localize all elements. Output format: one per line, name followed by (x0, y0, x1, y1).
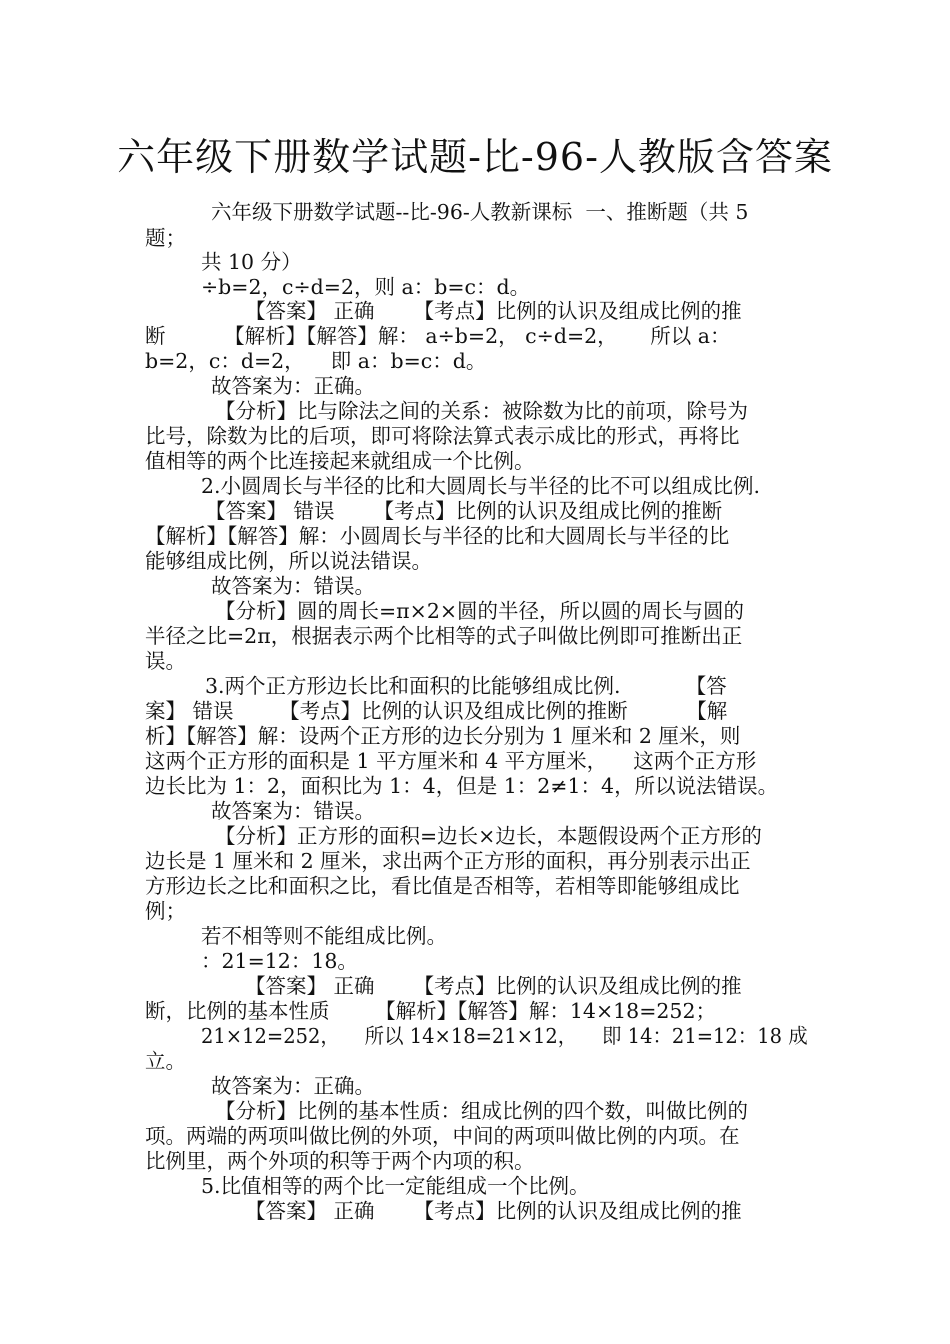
text-line: 【分析】比与除法之间的关系：被除数为比的前项，除号为 (215, 399, 748, 423)
text-line: 项。两端的两项叫做比例的外项，中间的两项叫做比例的内项。在 (145, 1124, 740, 1148)
text-line: 【解析】【解答】解：小圆周长与半径的比和大圆周长与半径的比 (145, 524, 730, 548)
text-line: 方形边长之比和面积之比，看比值是否相等，若相等即能够组成比 (145, 874, 740, 898)
text-line: 六年级下册数学试题--比-96-人教新课标 一、推断题（共 5 (211, 200, 749, 224)
document-title: 六年级下册数学试题-比-96-人教版含答案 (117, 135, 833, 179)
text-line: 5.比值相等的两个比一定能组成一个比例。 (201, 1174, 590, 1198)
text-line: ：21=12：18。 (201, 949, 358, 973)
text-line: 共 10 分） (201, 250, 302, 274)
text-line: 误。 (145, 649, 186, 673)
text-line: 【分析】圆的周长=π×2×圆的半径，所以圆的周长与圆的 (215, 599, 745, 623)
text-line: 2.小圆周长与半径的比和大圆周长与半径的比不可以组成比例. (201, 474, 761, 498)
text-line: 【答案】 正确 【考点】比例的认识及组成比例的推 (245, 299, 742, 323)
text-line: 【答案】 正确 【考点】比例的认识及组成比例的推 (245, 974, 742, 998)
text-line: 边长是 1 厘米和 2 厘米，求出两个正方形的面积，再分别表示出正 (145, 849, 751, 873)
text-line: 故答案为：正确。 (211, 1074, 375, 1098)
text-line: 半径之比=2π，根据表示两个比相等的式子叫做比例即可推断出正 (145, 624, 743, 648)
text-line: 例； (145, 899, 186, 923)
text-line: 案】 错误 【考点】比例的认识及组成比例的推断 【解 (145, 699, 728, 723)
text-line: 断，比例的基本性质 【解析】【解答】解：14×18=252； (145, 999, 717, 1023)
text-line: 题； (145, 226, 186, 250)
text-line: 【答案】 正确 【考点】比例的认识及组成比例的推 (245, 1199, 742, 1223)
text-line: 断 【解析】【解答】解： a÷b=2， c÷d=2， 所以 a： (145, 324, 731, 348)
text-line: 这两个正方形的面积是 1 平方厘米和 4 平方厘米， 这两个正方形 (145, 749, 757, 773)
text-line: 【分析】正方形的面积=边长×边长，本题假设两个正方形的 (215, 824, 762, 848)
text-line: b=2，c：d=2， 即 a：b=c：d。 (145, 349, 487, 373)
text-line: 【答案】 错误 【考点】比例的认识及组成比例的推断 (205, 499, 723, 523)
text-line: 析】【解答】解：设两个正方形的边长分别为 1 厘米和 2 厘米，则 (145, 724, 741, 748)
text-line: 立。 (145, 1049, 186, 1073)
text-line: 比号，除数为比的后项，即可将除法算式表示成比的形式，再将比 (145, 424, 740, 448)
text-line: 若不相等则不能组成比例。 (201, 924, 447, 948)
text-line: 值相等的两个比连接起来就组成一个比例。 (145, 449, 535, 473)
text-line: 边长比为 1：2，面积比为 1：4，但是 1：2≠1：4，所以说法错误。 (145, 774, 779, 798)
text-line: 故答案为：错误。 (211, 574, 375, 598)
text-line: ÷b=2，c÷d=2，则 a：b=c：d。 (201, 275, 531, 299)
text-line: 3.两个正方形边长比和面积的比能够组成比例. 【答 (205, 674, 727, 698)
text-line: 故答案为：正确。 (211, 374, 375, 398)
text-line: 21×12=252， 所以 14×18=21×12， 即 14：21=12：18 成 (201, 1024, 808, 1048)
text-line: 故答案为：错误。 (211, 799, 375, 823)
text-line: 比例里，两个外项的积等于两个内项的积。 (145, 1149, 535, 1173)
text-line: 能够组成比例，所以说法错误。 (145, 549, 432, 573)
text-line: 【分析】比例的基本性质：组成比例的四个数，叫做比例的 (215, 1099, 748, 1123)
